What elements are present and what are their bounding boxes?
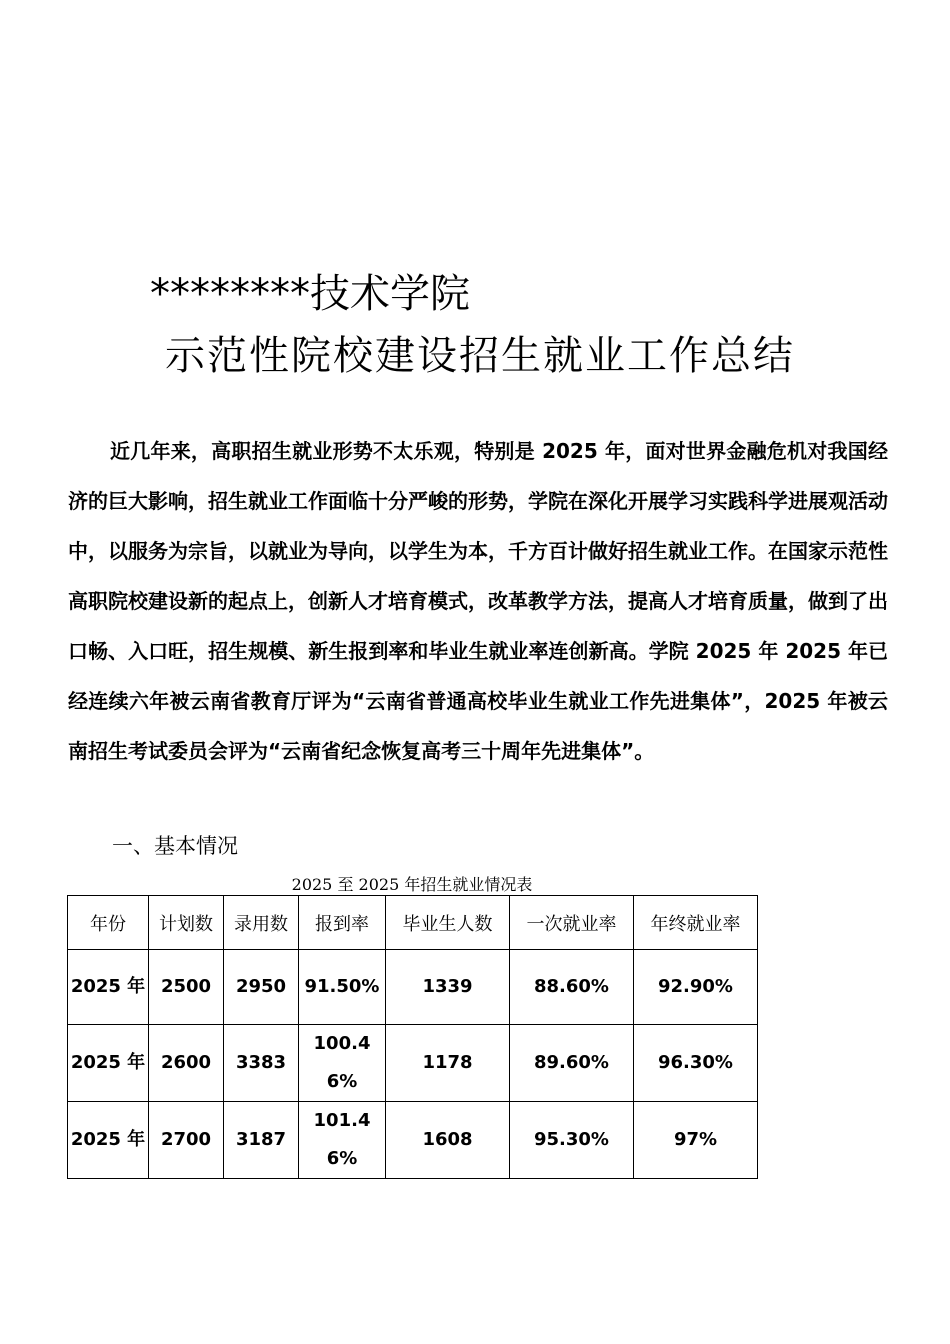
cell-graduates: 1339 <box>386 950 510 1025</box>
cell-report-rate: 91.50% <box>299 950 386 1025</box>
header-year: 年份 <box>68 896 149 950</box>
cell-admitted: 3187 <box>224 1102 299 1179</box>
header-graduates: 毕业生人数 <box>386 896 510 950</box>
table-caption: 2025 至 2025 年招生就业情况表 <box>291 875 533 894</box>
cell-year: 2025 年 <box>68 950 149 1025</box>
cell-report-rate: 100.46% <box>299 1025 386 1102</box>
header-plan: 计划数 <box>149 896 224 950</box>
header-admitted: 录用数 <box>224 896 299 950</box>
cell-yearend-employment: 96.30% <box>634 1025 758 1102</box>
table-row <box>68 1102 758 1179</box>
cell-graduates: 1178 <box>386 1025 510 1102</box>
header-yearend-employment: 年终就业率 <box>634 896 758 950</box>
cell-graduates: 1608 <box>386 1102 510 1179</box>
section-heading: 一、基本情况 <box>112 834 238 858</box>
cell-plan: 2700 <box>149 1102 224 1179</box>
cell-admitted: 3383 <box>224 1025 299 1102</box>
cell-initial-employment: 95.30% <box>510 1102 634 1179</box>
cell-year: 2025 年 <box>68 1102 149 1179</box>
cell-plan: 2600 <box>149 1025 224 1102</box>
document-title-line2: 示范性院校建设招生就业工作总结 <box>165 333 795 379</box>
cell-yearend-employment: 97% <box>634 1102 758 1179</box>
cell-year: 2025 年 <box>68 1025 149 1102</box>
table-row <box>68 1025 758 1102</box>
document-title-line1: ********技术学院 <box>150 271 470 317</box>
cell-yearend-employment: 92.90% <box>634 950 758 1025</box>
table-row <box>68 950 758 1025</box>
cell-initial-employment: 89.60% <box>510 1025 634 1102</box>
cell-admitted: 2950 <box>224 950 299 1025</box>
enrollment-employment-table <box>67 895 758 1179</box>
table-header-row <box>68 896 758 950</box>
header-report-rate: 报到率 <box>299 896 386 950</box>
intro-paragraph: 近几年来，高职招生就业形势不太乐观，特别是 2025 年，面对世界金融危机对我国经济的巨大影响，招生就业工作面临十分严峻的形势，学院在深化开展学习实践科学进展观活动中，以服务为宗旨，以就业为导向，以学生为本，千方百计做好招生就业工作。在国家示范性高职院校建设新的起点上，创新人才培育模式，改革教学方法，提高人才培育质量，做到了出口畅、入口旺，招生规模、新生报到率和毕业生就业率连创新高。学院 2025 年 2025 年已经连续六年被云南省教育厅评为“云南省普通高校毕业生就业工作先进集体”，2025 年被云南招生考试委员会评为“云南省纪念恢复高考三十周年先进集体”。 <box>68 439 888 763</box>
cell-plan: 2500 <box>149 950 224 1025</box>
cell-report-rate: 101.46% <box>299 1102 386 1179</box>
cell-initial-employment: 88.60% <box>510 950 634 1025</box>
header-initial-employment: 一次就业率 <box>510 896 634 950</box>
